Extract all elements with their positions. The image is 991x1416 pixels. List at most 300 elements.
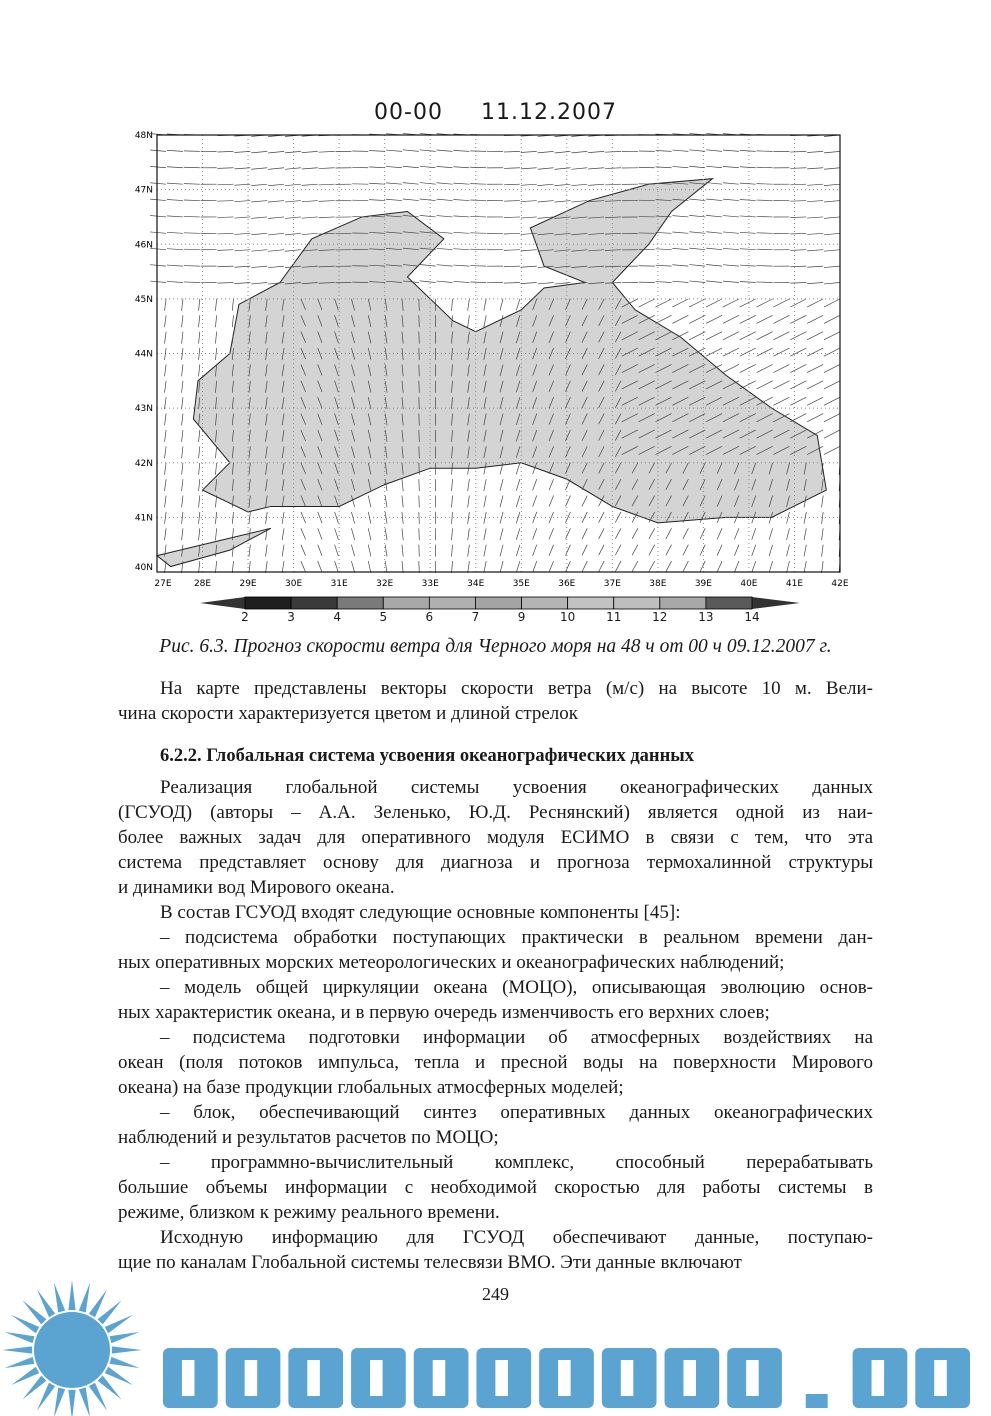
text-line: щие по каналам Глобальной системы телесвязи ВМО. Эти данные включают <box>118 1252 742 1273</box>
wind-arrow <box>599 545 605 556</box>
list-item <box>118 1100 873 1150</box>
wind-arrow <box>723 232 739 233</box>
wind-arrow <box>516 496 520 507</box>
wind-arrow <box>615 561 621 572</box>
watermark-letter-counter <box>370 1360 383 1396</box>
wind-arrow <box>403 166 419 168</box>
wind-arrow <box>824 315 840 323</box>
wind-arrow <box>521 168 537 169</box>
wind-arrow <box>452 496 453 508</box>
wind-arrow <box>807 151 823 152</box>
wind-arrow <box>218 151 234 152</box>
wind-arrow <box>807 282 823 283</box>
wind-arrow <box>282 512 284 524</box>
wind-arrow <box>335 528 339 539</box>
wind-arrow <box>218 184 234 185</box>
wind-arrow <box>538 184 554 185</box>
figure-caption: Рис. 6.3. Прогноз скорости ветра для Черного моря на 48 ч от 00 ч 09.12.2007 г. <box>159 636 832 657</box>
wind-arrow <box>790 381 806 389</box>
wind-arrow <box>605 168 621 169</box>
wind-arrow <box>500 479 503 491</box>
wind-arrow <box>302 168 318 169</box>
wind-arrow <box>386 183 402 184</box>
wind-arrow <box>790 364 806 372</box>
wind-arrow <box>773 299 789 307</box>
wind-arrow <box>468 528 470 540</box>
wind-arrow <box>723 332 739 340</box>
wind-arrow <box>420 166 436 168</box>
wind-arrow <box>285 201 301 203</box>
wind-arrow <box>470 266 486 267</box>
paragraph-intro <box>118 775 873 900</box>
sun-ray <box>4 1357 34 1368</box>
wind-arrow <box>218 266 234 267</box>
wind-arrow <box>615 512 621 523</box>
colorbar-segment <box>568 597 614 609</box>
lon-tick-label: 27E <box>154 579 172 589</box>
wind-arrow <box>470 167 486 168</box>
wind-arrow <box>521 201 537 202</box>
wind-arrow <box>555 168 571 170</box>
wind-arrow <box>199 315 200 327</box>
wind-arrow <box>470 249 486 250</box>
wind-arrow <box>689 166 705 168</box>
wind-arrow <box>773 332 789 340</box>
wind-arrow <box>500 512 503 524</box>
wind-arrow <box>752 545 756 556</box>
wind-arrow <box>757 315 773 323</box>
wind-arrow <box>790 168 806 169</box>
wind-arrow <box>182 463 183 475</box>
wind-arrow <box>420 265 436 267</box>
wind-arrow <box>251 233 267 234</box>
wind-arrow <box>538 168 554 169</box>
wind-arrow <box>773 381 789 389</box>
wind-arrow <box>351 545 354 557</box>
wind-arrow <box>318 528 322 539</box>
wind-arrow <box>268 250 284 252</box>
wind-arrow <box>165 315 167 327</box>
wind-arrow <box>402 545 403 557</box>
wind-arrow <box>453 183 469 184</box>
wind-arrow <box>824 332 840 340</box>
wind-arrow <box>706 281 722 283</box>
wind-arrow <box>199 479 200 491</box>
wind-arrow <box>420 150 436 152</box>
wind-arrow <box>824 397 840 405</box>
wind-arrow <box>599 528 605 539</box>
wind-arrow <box>822 528 824 540</box>
text-line: Реализация глобальной системы усвоения океанографических данных <box>160 777 873 798</box>
wind-arrow <box>468 479 470 491</box>
wind-arrow <box>723 348 739 356</box>
wind-arrow <box>182 446 183 458</box>
text-line: – программно-вычислительный комплекс, способный перерабатывать <box>160 1152 873 1173</box>
wind-arrow <box>632 545 638 556</box>
sun-ray <box>4 1332 34 1343</box>
wind-arrow <box>285 250 301 252</box>
text-line: В состав ГСУОД входят следующие основные компоненты [45]: <box>160 902 681 923</box>
wind-arrow <box>804 561 806 573</box>
text-line: более важных задач для оперативного модуля ЕСИМО в связи с тем, что эта <box>118 827 873 848</box>
wind-arrow <box>199 463 200 475</box>
wind-arrow <box>516 512 520 523</box>
wind-arrow <box>504 233 520 234</box>
lat-tick-label: 40N <box>134 563 153 573</box>
text-line: – блок, обеспечивающий синтез оперативных данных океанографических <box>160 1102 873 1123</box>
wind-arrow <box>649 545 655 556</box>
sun-ray <box>37 1383 55 1411</box>
wind-arrow <box>453 265 469 266</box>
wind-arrow <box>234 250 250 251</box>
wind-arrow <box>757 348 773 356</box>
wind-arrow <box>706 265 722 267</box>
wind-arrow <box>167 150 183 151</box>
lat-tick-label: 46N <box>134 240 153 251</box>
wind-arrow <box>717 545 722 556</box>
sun-ray <box>105 1315 133 1333</box>
watermark-letter-block <box>915 1348 970 1408</box>
wind-arrow <box>666 561 672 572</box>
wind-arrow <box>385 528 387 540</box>
wind-arrow <box>790 151 806 152</box>
wind-arrow <box>368 561 371 573</box>
wind-arrow <box>182 315 183 327</box>
wind-arrow <box>533 528 537 539</box>
wind-arrow <box>706 183 722 185</box>
wind-arrow <box>484 545 486 557</box>
wind-arrow <box>453 232 469 233</box>
wind-arrow <box>824 348 840 356</box>
wind-arrow <box>402 528 403 540</box>
wind-arrow <box>706 150 722 152</box>
wind-arrow <box>734 528 739 539</box>
wind-arrow <box>500 545 503 557</box>
wind-arrow <box>672 315 688 323</box>
colorbar-label: 10 <box>559 610 576 624</box>
wind-arrow <box>807 184 823 185</box>
sun-ray <box>110 1357 140 1368</box>
wind-arrow <box>599 561 605 572</box>
wind-arrow <box>285 233 301 235</box>
wind-arrow <box>386 150 402 151</box>
wind-arrow <box>740 332 756 340</box>
wind-arrow <box>689 248 705 250</box>
wind-arrow <box>757 299 773 307</box>
wind-arrow <box>437 166 453 167</box>
wind-arrow <box>757 233 773 234</box>
wind-arrow <box>740 232 756 233</box>
wind-arrow <box>251 201 267 202</box>
wind-arrow <box>672 232 688 233</box>
wind-arrow <box>215 315 216 327</box>
wind-arrow <box>385 561 387 573</box>
watermark-lettering <box>160 1342 975 1408</box>
wind-arrow <box>824 217 840 218</box>
watermark-dot <box>806 1394 828 1408</box>
wind-arrow <box>549 561 554 572</box>
sun-ray <box>68 1390 75 1416</box>
wind-arrow <box>706 199 722 201</box>
wind-arrow <box>672 166 688 167</box>
wind-arrow <box>672 216 688 217</box>
wind-arrow <box>723 166 739 167</box>
colorbar-label: 13 <box>698 610 714 624</box>
wind-arrow <box>807 217 823 218</box>
wind-arrow <box>484 479 486 491</box>
lat-tick-label: 43N <box>134 404 153 415</box>
wind-arrow <box>521 217 537 218</box>
wind-arrow <box>588 151 604 152</box>
lon-tick-label: 29E <box>239 579 257 589</box>
wind-arrow <box>752 528 756 539</box>
wind-arrow <box>301 528 306 539</box>
wind-arrow <box>452 299 453 311</box>
wind-arrow <box>215 348 216 360</box>
wind-arrow <box>757 184 773 185</box>
wind-arrow <box>740 265 756 266</box>
colorbar-label: 2 <box>241 610 249 624</box>
wind-arrow <box>500 299 503 311</box>
wind-arrow <box>773 315 789 323</box>
watermark-letter-counter <box>872 1360 885 1396</box>
wind-arrow <box>468 299 470 311</box>
wind-arrow <box>740 167 756 168</box>
wind-arrow <box>769 561 773 572</box>
wind-arrow <box>504 282 520 283</box>
wind-arrow <box>790 315 806 323</box>
wind-arrow <box>319 184 335 185</box>
wind-arrow <box>807 299 823 307</box>
wind-arrow <box>268 233 284 235</box>
wind-arrow <box>822 545 824 557</box>
wind-arrow <box>167 216 183 217</box>
watermark-letter-counter <box>746 1360 759 1396</box>
wind-arrow <box>368 512 371 524</box>
paragraph-components <box>118 900 873 1275</box>
text-line: режиме, близком к режиму реального времени. <box>118 1202 500 1223</box>
wind-arrow <box>167 183 183 184</box>
watermark-letter-counter <box>433 1360 446 1396</box>
colorbar-label: 5 <box>379 610 388 624</box>
colorbar-segment <box>614 597 660 609</box>
wind-arrow <box>790 184 806 185</box>
watermark-letter-block <box>226 1348 281 1408</box>
wind-arrow <box>215 496 216 508</box>
wind-arrow <box>565 561 570 572</box>
watermark-letter-counter <box>245 1360 258 1396</box>
wind-arrow <box>319 217 335 218</box>
wind-arrow <box>790 282 806 283</box>
watermark-letter-block <box>665 1348 720 1408</box>
wind-arrow <box>706 315 722 323</box>
text-line: На карте представлены векторы скорости ветра (м/с) на высоте 10 м. Вели- <box>160 678 873 699</box>
wind-arrow <box>769 545 773 556</box>
wind-arrow <box>632 528 638 539</box>
wind-arrow <box>234 184 250 185</box>
wind-arrow <box>723 183 739 184</box>
wind-arrow <box>234 217 250 218</box>
wind-arrow <box>757 200 773 201</box>
wind-arrow <box>335 545 339 556</box>
wind-arrow <box>165 364 167 376</box>
colorbar-right-arrow <box>752 597 800 609</box>
wind-arrow <box>615 545 621 556</box>
wind-arrow <box>582 496 587 507</box>
list-item <box>118 1025 873 1100</box>
wind-arrow <box>302 217 318 218</box>
wind-arrow <box>740 281 756 282</box>
wind-arrow <box>582 561 587 572</box>
wind-arrow <box>790 217 806 218</box>
wind-arrow <box>437 150 453 151</box>
wind-arrow <box>740 381 756 389</box>
wind-arrow <box>165 397 167 409</box>
watermark-letter-block <box>163 1348 218 1408</box>
lat-tick-label: 45N <box>134 294 153 305</box>
wind-arrow <box>437 216 453 217</box>
wind-arrow <box>706 232 722 234</box>
wind-arrow <box>484 496 486 508</box>
wind-arrow <box>582 528 587 539</box>
wind-arrow <box>453 216 469 217</box>
wind-arrow <box>285 184 301 186</box>
wind-arrow <box>167 265 183 266</box>
wind-arrow <box>453 150 469 151</box>
wind-arrow <box>369 150 385 151</box>
wind-arrow <box>470 233 486 234</box>
wind-arrow <box>824 266 840 267</box>
wind-arrow <box>351 528 354 540</box>
wind-arrow <box>689 232 705 234</box>
text-line: система представляет основу для диагноза и прогноза термохалинной структуры <box>118 852 873 873</box>
wind-arrow <box>199 348 200 360</box>
wind-arrow <box>184 200 200 201</box>
wind-arrow <box>790 397 806 405</box>
wind-arrow <box>740 364 756 372</box>
wind-arrow <box>437 281 453 282</box>
wind-arrow <box>470 151 486 152</box>
wind-arrow <box>689 199 705 201</box>
wind-arrow <box>468 315 470 327</box>
wind-arrow <box>251 184 267 185</box>
text-line: ных оперативных морских метеорологических и океанографических наблюдений; <box>118 952 785 973</box>
wind-arrow <box>666 528 672 539</box>
wind-vector-map <box>0 0 991 640</box>
wind-arrow <box>453 281 469 282</box>
wind-arrow <box>504 201 520 202</box>
wind-arrow <box>369 167 385 168</box>
wind-arrow <box>824 381 840 389</box>
wind-arrow <box>824 282 840 283</box>
wind-arrow <box>649 561 655 572</box>
wind-arrow <box>790 348 806 356</box>
sun-ray <box>54 1388 65 1416</box>
wind-arrow <box>484 299 486 311</box>
wind-arrow <box>538 201 554 202</box>
colorbar-label: 6 <box>425 610 434 624</box>
wind-arrow <box>807 168 823 169</box>
wind-arrow <box>655 299 671 307</box>
wind-arrow <box>369 200 385 201</box>
text-line: океана) на базе продукции глобальных атмосферных моделей; <box>118 1077 624 1098</box>
wind-arrow <box>565 545 570 556</box>
wind-arrow <box>757 167 773 168</box>
lat-tick-label: 41N <box>134 513 153 524</box>
wind-arrow <box>403 199 419 201</box>
wind-arrow <box>182 496 183 508</box>
wind-arrow <box>167 232 183 233</box>
sun-ray <box>110 1332 140 1343</box>
wind-arrow <box>319 168 335 169</box>
wind-arrow <box>453 167 469 168</box>
wind-arrow <box>402 496 403 508</box>
wind-arrow <box>807 266 823 267</box>
wind-arrow <box>538 151 554 152</box>
lon-tick-label: 35E <box>512 579 530 589</box>
wind-arrow <box>521 266 537 267</box>
wind-arrow <box>182 332 183 344</box>
wind-arrow <box>150 150 166 151</box>
wind-arrow <box>773 364 789 372</box>
sun-ray <box>23 1376 47 1400</box>
lon-tick-label: 34E <box>467 579 485 589</box>
wind-arrow <box>824 233 840 234</box>
wind-arrow <box>740 216 756 217</box>
wind-arrow <box>790 299 806 307</box>
wind-arrow <box>199 299 200 311</box>
wind-arrow <box>672 299 688 307</box>
wind-arrow <box>571 168 587 170</box>
colorbar-label: 12 <box>652 610 668 624</box>
wind-arrow <box>571 151 587 153</box>
text-line: большие объемы информации с необходимой скоростью для работы системы в <box>118 1177 873 1198</box>
wind-arrow <box>199 512 200 524</box>
wind-arrow <box>484 528 486 540</box>
sun-ray <box>11 1367 39 1385</box>
wind-arrow <box>182 430 183 442</box>
lat-tick-label: 48N <box>134 131 153 141</box>
watermark-letter-block <box>351 1348 406 1408</box>
wind-arrow <box>734 545 739 556</box>
wind-arrow <box>723 248 739 249</box>
wind-arrow <box>437 265 453 266</box>
wind-arrow <box>549 545 554 556</box>
wind-arrow <box>706 215 722 217</box>
wind-arrow <box>683 528 688 539</box>
wind-arrow <box>182 299 183 311</box>
lon-tick-label: 40E <box>740 579 758 589</box>
wind-arrow <box>437 248 453 249</box>
lon-tick-label: 33E <box>421 579 439 589</box>
wind-arrow <box>706 332 722 340</box>
wind-arrow <box>165 332 167 344</box>
wind-arrow <box>251 168 267 169</box>
wind-arrow <box>504 151 520 152</box>
wind-arrow <box>656 232 672 233</box>
wind-arrow <box>807 364 823 372</box>
text-line: Исходную информацию для ГСУОД обеспечивают данные, поступаю- <box>160 1227 873 1248</box>
wind-arrow <box>165 430 167 442</box>
wind-arrow <box>470 282 486 283</box>
colorbar-segment <box>245 597 291 609</box>
wind-arrow <box>386 199 402 200</box>
wind-arrow <box>807 397 823 405</box>
wind-arrow <box>538 282 554 283</box>
wind-arrow <box>804 528 806 540</box>
wind-arrow <box>824 184 840 185</box>
wind-arrow <box>700 545 705 556</box>
